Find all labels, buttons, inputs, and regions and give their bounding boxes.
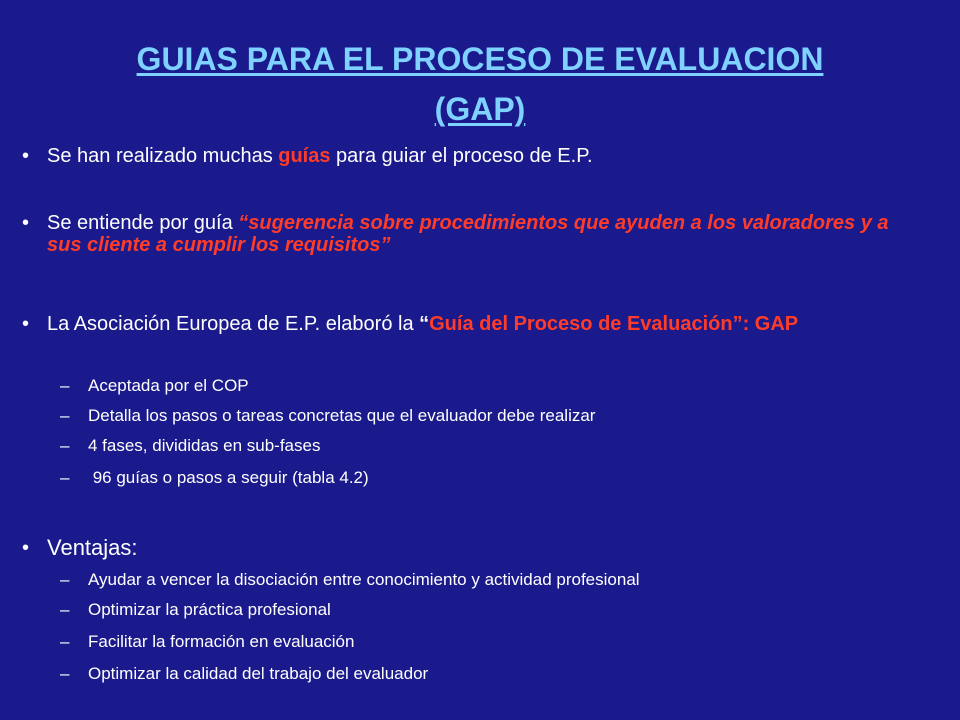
dash-icon: – [60,468,70,487]
subitem-text: 96 guías o pasos a seguir (tabla 4.2) [88,468,369,487]
quote-open: “ [419,313,430,335]
bullet-quote: “sugerencia sobre procedimientos que ayuden a los valoradores y a sus cliente a cumplir los requisitos” [47,212,889,256]
bullet-highlight: Guía del Proceso de Evaluación [429,313,733,335]
bullet-text [47,145,922,167]
bullet-text-pre: Se han realizado muchas [47,145,279,167]
bullet-text: Ventajas: [47,535,138,560]
dash-icon: – [60,600,70,619]
dash-icon: – [60,436,70,455]
bullet-text-pre: La Asociación Europea de E.P. elaboró la [47,313,420,335]
bullet-text [47,313,922,335]
subitem-text: 4 fases, divididas en sub-fases [88,436,321,455]
subitem-text: Aceptada por el COP [88,376,249,395]
slide-title [40,34,920,134]
dash-icon: – [60,376,70,395]
bullet-text-pre: Se entiende por guía [47,212,239,234]
bullet-icon: • [22,145,30,167]
dash-icon: – [60,664,70,683]
title-line-1: GUIAS PARA EL PROCESO DE EVALUACION [136,41,824,77]
dash-icon: – [60,570,70,589]
bullet-icon: • [22,537,30,559]
subitem-text: Detalla los pasos o tareas concretas que el evaluador debe realizar [88,406,596,425]
subitem-text: Optimizar la práctica profesional [88,600,331,619]
quote-close: ”: GAP [732,313,799,335]
bullet-highlight: guías [278,145,331,167]
subitem-text: Optimizar la calidad del trabajo del evaluador [88,664,429,683]
bullet-text [47,212,922,256]
bullet-icon: • [22,313,30,335]
bullet-icon: • [22,212,30,234]
subitem-text: Facilitar la formación en evaluación [88,632,355,651]
bullet-text-post: para guiar el proceso de E.P. [330,145,593,167]
title-line-2: (GAP) [434,91,526,127]
subitem-text: Ayudar a vencer la disociación entre conocimiento y actividad profesional [88,570,640,589]
dash-icon: – [60,632,70,651]
dash-icon: – [60,406,70,425]
